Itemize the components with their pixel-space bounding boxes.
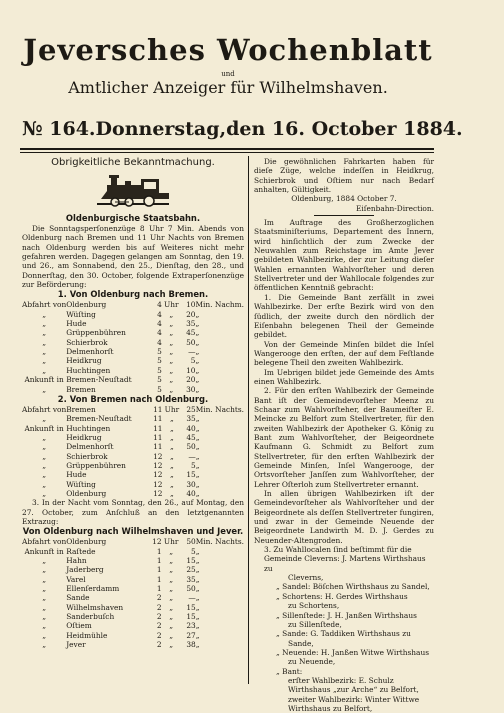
timetable-cell-q: Abfahrt von [22, 404, 67, 414]
timetable-cell-r: „ [195, 621, 200, 631]
timetable-cell-r: Min. Nachts. [195, 404, 244, 414]
timetable-cell-m: 20 [186, 375, 196, 385]
timetable-cell-h: 5 [157, 384, 162, 394]
polling-location-line: Sande, [288, 638, 314, 648]
timetable-cell-q: „ [42, 337, 47, 347]
timetable-cell-h: 5 [157, 375, 162, 385]
timetable-cell-st: Sanderbuſch [66, 612, 115, 622]
timetable-cell-m: — [188, 451, 196, 461]
timetable-cell-h: 2 [156, 593, 162, 603]
timetable-cell-m: 35 [186, 414, 196, 424]
right-column [254, 157, 434, 713]
timetable-cell-r: „ [195, 640, 200, 650]
timetable-cell-r: „ [195, 593, 200, 603]
timetable-cell-q: „ [42, 319, 47, 329]
timetable-cell-uhr: Uhr [163, 537, 179, 547]
timetable-cell-uhr: „ [169, 442, 174, 452]
column-divider [248, 156, 249, 684]
timetable-cell-h: 1 [156, 556, 162, 565]
timetable-cell-m: 35 [186, 574, 196, 584]
timetable-cell-uhr: „ [169, 375, 174, 385]
timetable-cell-q: „ [42, 574, 47, 584]
timetable-row [22, 621, 244, 630]
timetable-cell-st: Heidkrug [66, 356, 102, 366]
timetable-cell-h: 5 [157, 356, 162, 366]
timetable-cell-st: Oldenburg [66, 537, 107, 547]
timetable-row [22, 565, 244, 574]
timetable-row [22, 375, 244, 384]
timetable-cell-r: „ [195, 574, 200, 584]
timetable-row [22, 593, 244, 602]
timetable-cell-h: 5 [157, 347, 162, 357]
timetable-cell-r: „ [195, 328, 200, 338]
timetable-row [22, 640, 244, 649]
timetable-cell-r: „ [195, 584, 200, 594]
timetable-cell-uhr: „ [169, 337, 174, 347]
timetable-cell-m: 25 [186, 404, 196, 414]
timetable-row [22, 424, 244, 433]
timetable-cell-uhr: „ [169, 488, 174, 498]
timetable-cell-st: Huchtingen [66, 423, 111, 433]
timetable-cell-uhr: Uhr [164, 300, 179, 310]
timetable-cell-uhr: „ [169, 347, 174, 357]
timetable-row [22, 347, 244, 356]
timetable-cell-h: 4 [157, 309, 162, 319]
timetable-cell-r: „ [195, 556, 200, 565]
timetable-cell-h: 4 [157, 328, 162, 338]
timetable-cell-h: 2 [156, 630, 162, 640]
timetable-cell-h: 12 [153, 488, 163, 498]
timetable-cell-r: „ [195, 423, 200, 433]
timetable-cell-r: „ [195, 460, 200, 470]
timetable-row [22, 442, 244, 451]
timetable-row [22, 537, 244, 546]
timetable-cell-uhr: „ [169, 630, 174, 640]
timetable-cell-q: „ [42, 365, 47, 375]
timetable-row [22, 480, 244, 489]
election-others: In allen übrigen Wahlbezirken iſt der Gemeindevorſteher als Wahlvorſteher und der Beigeordnete als deſſen Stellvertreter fungiren, und zwar in der Gemeinde Neuende der Beigeordnete Landwirth M. D. J. Gerdes zu Neuender-Altengroden. [254, 489, 434, 545]
timetable-row [22, 556, 244, 565]
timetable-cell-st: Wüſting [66, 309, 96, 319]
timetable-cell-uhr: „ [169, 556, 174, 565]
header-rule-thin [20, 152, 434, 153]
timetable-2 [22, 405, 244, 498]
section3-text: 3. In der Nacht vom Sonntag, den 26., auf Montag, den 27. October, zum Anſchluß an den letztgenannten Extrazug: [22, 498, 244, 526]
timetable-cell-q: „ [42, 640, 47, 650]
header-rule-thick [20, 148, 434, 150]
timetable-cell-uhr: „ [169, 574, 174, 584]
election-other: Im Uebrigen bildet jede Gemeinde des Amts einen Wahlbezirk. [254, 367, 434, 386]
timetable-cell-m: — [188, 593, 196, 603]
election-minsen: Von der Gemeinde Minſen bildet die Inſel Wangerooge den erſten, der auf dem Feſtlande belegene Theil den zweiten Wahlbezirk. [254, 339, 434, 368]
timetable-cell-r: „ [195, 479, 200, 489]
timetable-cell-q: „ [42, 384, 47, 394]
timetable-cell-h: 4 [157, 337, 162, 347]
timetable-cell-q: „ [42, 347, 47, 357]
timetable-cell-st: Wilhelmshaven [66, 602, 124, 612]
timetable-cell-st: Hahn [66, 556, 87, 565]
timetable-cell-r: „ [195, 384, 200, 394]
timetable-cell-q: „ [42, 488, 47, 498]
timetable-row [22, 575, 244, 584]
timetable-row [22, 328, 244, 337]
timetable-cell-q: Abfahrt von [22, 300, 67, 310]
timetable-cell-m: 23 [186, 621, 196, 631]
timetable-cell-q: „ [42, 328, 47, 338]
timetable-cell-r: „ [195, 365, 200, 375]
timetable-row [22, 385, 244, 394]
timetable-cell-m: 10 [186, 365, 196, 375]
timetable-cell-q: „ [42, 460, 47, 470]
timetable-row [22, 452, 244, 461]
railway-intro: Die Sonntagsperſonenzüge 8 Uhr 7 Min. Abends von Oldenburg nach Bremen und 11 Uhr Nachts von Bremen nach Oldenburg werden bis auf Weiteres nicht mehr gefahren werden. Dagegen gelangen am Sonntag, den 19. und 26., am Sonnabend, den 25., Dienſtag, den 28., und Donnerſtag, den 30. October, folgende Extraperſonenzüge zur Beförderung: [22, 224, 244, 290]
timetable-cell-uhr: „ [169, 612, 174, 622]
timetable-cell-st: Jever [66, 640, 86, 650]
timetable-cell-h: 11 [153, 414, 163, 424]
timetable-row [22, 461, 244, 470]
timetable-cell-h: 12 [153, 460, 163, 470]
timetable-cell-uhr: „ [169, 593, 174, 603]
fare-note: Die gewöhnlichen Fahrkarten haben für dieſe Züge, welche indeſſen in Heidkrug, Schierbrok und Oſtiem nur nach Bedarf anhalten, Gültigkeit. [254, 157, 434, 195]
timetable-cell-r: „ [195, 432, 200, 442]
timetable-cell-q: „ [42, 593, 47, 603]
timetable-cell-st: Huchtingen [66, 365, 111, 375]
polling-location-line: erſter Wahlbezirk: E. Schulz Wirthshaus „zur Arche“ zu Belfort, [288, 675, 419, 695]
timetable-cell-st: Oldenburg [66, 488, 107, 498]
timetable-cell-m: 30 [186, 384, 196, 394]
timetable-row [22, 414, 244, 423]
timetable-cell-uhr: „ [169, 423, 174, 433]
timetable-cell-st: Oldenburg [66, 300, 107, 310]
timetable-cell-q: „ [42, 630, 47, 640]
timetable-cell-h: 12 [153, 470, 163, 480]
timetable-cell-r: „ [195, 319, 200, 329]
timetable-cell-r: „ [195, 309, 200, 319]
issue-day: Donnerstag, [95, 118, 227, 140]
timetable-cell-m: 10 [186, 300, 196, 310]
polling-location-line: „ Neuende: H. Janßen Witwe Wirthshaus [276, 647, 430, 657]
election-point2: 2. Für den erſten Wahlbezirk der Gemeinde Bant iſt der Gemeindevorſteher Meenz zu Schaar zum Wahlvorſteher, der Baumeiſter E. Meincke zu Belfort zum Stellvertreter, für den zweiten Wahlbezirk der Apotheker G. König zu Bant zum Wahlvorſteher, der Beigeordnete Kaufmann G. Schmidt zu Belfort zum Stellvertreter, für den erſten Wahlbezirk der Gemeinde Minſen, Inſel Wangerooge, der Ortsvorſteher Janſſen zum Wahlvorſteher, der Lehrer Oſterloh zum Stellvertreter ernannt. [254, 386, 434, 489]
polling-location-line: „ Schortens: H. Gerdes Wirthshaus [276, 591, 408, 601]
timetable-cell-uhr: „ [169, 384, 174, 394]
timetable-row [22, 366, 244, 375]
timetable-row [22, 300, 244, 309]
timetable-cell-uhr: „ [169, 451, 174, 461]
timetable-cell-m: 50 [186, 337, 196, 347]
timetable-cell-uhr: „ [169, 621, 174, 631]
timetable-cell-st: Jaderberg [66, 565, 104, 575]
timetable-cell-st: Heidmühle [66, 630, 108, 640]
timetable-cell-st: Hude [66, 470, 87, 480]
timetable-row [22, 319, 244, 328]
polling-location-line: zweiter Wahlbezirk: Winter Wittwe Wirthshaus zu Belfort, [288, 694, 420, 713]
timetable-cell-r: „ [195, 565, 200, 575]
polling-locations [254, 554, 434, 713]
timetable-cell-uhr: „ [169, 565, 174, 575]
timetable-cell-st: Bremen [66, 404, 96, 414]
timetable-cell-m: 50 [186, 537, 196, 547]
timetable-cell-st: Sande [66, 593, 90, 603]
signoff-org: Eiſenbahn-Direction. [355, 203, 434, 213]
polling-location-line: „ Sande: G. Taddiken Wirthshaus zu [276, 629, 411, 639]
timetable-cell-uhr: „ [169, 479, 174, 489]
section2-title: 2. Von Bremen nach Oldenburg. [57, 393, 209, 404]
timetable-cell-st: Varel [66, 574, 86, 584]
timetable-cell-st: Raſtede [66, 546, 96, 556]
timetable-cell-r: „ [195, 470, 200, 480]
timetable-cell-m: 38 [186, 640, 196, 650]
timetable-cell-m: 5 [191, 546, 196, 556]
timetable-cell-r: „ [195, 347, 200, 357]
timetable-cell-m: 40 [186, 488, 196, 498]
timetable-cell-st: Bremen-Neuſtadt [66, 375, 132, 385]
timetable-row [22, 612, 244, 621]
timetable-cell-uhr: „ [169, 414, 174, 424]
locomotive-icon [93, 173, 173, 211]
timetable-cell-q: „ [42, 432, 47, 442]
timetable-row [22, 603, 244, 612]
timetable-cell-r: „ [195, 451, 200, 461]
newspaper-subtitle: Amtlicher Anzeiger für Wilhelmshaven. [68, 78, 388, 97]
railway-heading: Oldenburgische Staatsbahn. [65, 213, 201, 223]
polling-location-line: „ Bant: [276, 666, 303, 676]
timetable-cell-h: 1 [156, 546, 162, 556]
timetable-cell-uhr: „ [169, 640, 174, 650]
timetable-cell-h: 2 [156, 612, 162, 622]
timetable-cell-st: Bremen-Neuſtadt [66, 414, 132, 424]
timetable-cell-m: 50 [186, 584, 196, 594]
timetable-cell-m: 15 [186, 556, 196, 565]
timetable-cell-r: „ [195, 356, 200, 366]
timetable-cell-st: Ellenſerdamm [66, 584, 120, 594]
timetable-cell-h: 1 [156, 584, 162, 594]
timetable-cell-r: „ [195, 602, 200, 612]
timetable-cell-st: Hude [66, 319, 87, 329]
timetable-1 [22, 300, 244, 393]
timetable-row [22, 310, 244, 319]
timetable-row [22, 584, 244, 593]
election-point3: 3. Zu Wahllocalen ſind beſtimmt für die [264, 545, 412, 555]
polling-location-line: Gemeinde Cleverns: J. Martens Wirthshaus zu [264, 554, 426, 573]
timetable-cell-uhr: „ [169, 356, 174, 366]
issue-line [22, 118, 463, 140]
timetable-cell-st: Delmenhorſt [66, 442, 114, 452]
polling-location-line: zu Schortens, [288, 601, 340, 611]
timetable-cell-r: „ [195, 630, 200, 640]
election-intro: Im Auftrage des Großherzoglichen Staatsminiſteriums, Departement des Innern, wird hinſichtlich der zum Zwecke der Neuwahlen zum Reichstage im Amte Jever gebildeten Wahlbezirke, der zur Leitung dieſer Wahlen ernannten Wahlvorſteher und deren Stellvertreter und der Wahllocale folgendes zur öffentlichen Kenntniß gebracht: [254, 218, 434, 293]
timetable-cell-m: 50 [186, 442, 196, 452]
timetable-cell-uhr: „ [169, 584, 174, 594]
timetable-cell-h: 5 [157, 365, 162, 375]
timetable-cell-m: 45 [186, 328, 196, 338]
timetable-cell-h: 11 [153, 442, 163, 452]
timetable-cell-m: 27 [186, 630, 196, 640]
timetable-cell-st: Grüppenbühren [66, 328, 126, 338]
newspaper-title: Jeversches Wochenblatt [23, 33, 433, 67]
timetable-row [22, 356, 244, 365]
timetable-cell-st: Heidkrug [66, 432, 102, 442]
timetable-row [22, 470, 244, 479]
timetable-cell-q: „ [42, 470, 47, 480]
timetable-cell-m: 45 [186, 432, 196, 442]
timetable-cell-m: 25 [186, 565, 196, 575]
timetable-cell-r: „ [195, 612, 200, 622]
timetable-cell-q: „ [42, 602, 47, 612]
timetable-cell-h: 11 [153, 432, 163, 442]
timetable-cell-q: „ [42, 414, 47, 424]
timetable-cell-r: „ [195, 442, 200, 452]
timetable-row [22, 547, 244, 556]
timetable-cell-h: 4 [157, 319, 162, 329]
timetable-cell-h: 12 [153, 479, 163, 489]
polling-location-line: zu Sillenſtede, [288, 619, 342, 629]
timetable-cell-m: 15 [186, 602, 196, 612]
timetable-cell-q: „ [42, 565, 47, 575]
timetable-cell-r: „ [195, 488, 200, 498]
timetable-cell-h: 2 [156, 602, 162, 612]
timetable-cell-r: „ [195, 337, 200, 347]
issue-number: № 164. [22, 118, 96, 140]
section3-title: Von Oldenburg nach Wilhelmshaven und Jever. [22, 526, 244, 537]
timetable-cell-st: Schierbrok [66, 451, 108, 461]
timetable-cell-st: Wüſting [66, 479, 96, 489]
timetable-cell-q: „ [42, 612, 47, 622]
timetable-cell-h: 12 [152, 537, 162, 547]
timetable-cell-m: 5 [191, 460, 196, 470]
timetable-cell-m: — [188, 347, 196, 357]
timetable-cell-q: Ankunft in [24, 546, 64, 556]
timetable-cell-uhr: „ [169, 432, 174, 442]
timetable-cell-m: 15 [186, 470, 196, 480]
timetable-cell-h: 11 [153, 404, 163, 414]
timetable-cell-q: Abfahrt von [22, 537, 67, 547]
timetable-cell-m: 30 [186, 479, 196, 489]
timetable-cell-st: Bremen [66, 384, 96, 394]
timetable-cell-h: 11 [153, 423, 163, 433]
timetable-cell-r: „ [195, 414, 200, 424]
timetable-cell-q: „ [42, 556, 47, 565]
timetable-3 [22, 537, 244, 649]
timetable-cell-m: 20 [186, 309, 196, 319]
election-point1: 1. Die Gemeinde Bant zerfällt in zwei Wahlbezirke. Der erſte Bezirk wird von den ſüdlich, der zweite durch den nördlich der Eiſenbahn belegenen Theil der Gemeinde gebildet. [254, 292, 434, 340]
timetable-cell-r: Min. Nachm. [195, 300, 244, 310]
timetable-cell-uhr: „ [169, 546, 174, 556]
section-divider [314, 215, 374, 216]
left-column [22, 157, 244, 649]
timetable-cell-uhr: „ [169, 470, 174, 480]
timetable-cell-q: „ [42, 621, 47, 631]
timetable-cell-m: 5 [190, 356, 196, 366]
masthead [22, 28, 434, 98]
timetable-cell-h: 1 [156, 574, 162, 584]
timetable-cell-h: 2 [156, 621, 162, 631]
timetable-cell-h: 1 [156, 565, 162, 575]
timetable-cell-st: Grüppenbühren [66, 460, 126, 470]
polling-location-line: zu Neuende, [288, 657, 336, 667]
timetable-cell-st: Oſtiem [66, 621, 92, 631]
polling-location-line: „ Sillenſtede: J. H. Janßen Wirthshaus [276, 610, 417, 620]
timetable-row [22, 489, 244, 498]
timetable-cell-st: Schierbrok [66, 337, 108, 347]
timetable-cell-h: 12 [153, 451, 163, 461]
issue-date: den 16. October 1884. [226, 118, 463, 140]
timetable-cell-uhr: Uhr [164, 404, 180, 414]
timetable-cell-r: „ [195, 546, 200, 556]
signoff-date: Oldenburg, 1884 October 7. [291, 194, 397, 204]
timetable-cell-q: Ankunft in [24, 375, 64, 385]
timetable-cell-m: 35 [186, 319, 196, 329]
timetable-cell-q: „ [42, 442, 47, 452]
timetable-row [22, 433, 244, 442]
section1-title: 1. Von Oldenburg nach Bremen. [57, 289, 209, 300]
timetable-cell-uhr: „ [169, 460, 174, 470]
timetable-cell-q: Ankunft in [24, 423, 64, 433]
timetable-cell-r: Min. Nachts. [195, 537, 244, 547]
timetable-cell-q: „ [42, 356, 47, 366]
timetable-cell-uhr: „ [169, 309, 174, 319]
timetable-cell-h: 4 [157, 300, 162, 310]
timetable-row [22, 338, 244, 347]
polling-location-line: Cleverns, [288, 573, 324, 583]
timetable-cell-uhr: „ [169, 328, 174, 338]
timetable-cell-q: „ [42, 584, 47, 594]
timetable-cell-m: 15 [186, 612, 196, 622]
timetable-cell-st: Delmenhorſt [66, 347, 114, 357]
timetable-cell-uhr: „ [169, 602, 174, 612]
timetable-cell-q: „ [42, 309, 47, 319]
polling-location-line: „ Sandel: Böſchen Wirthshaus zu Sandel, [276, 582, 430, 592]
timetable-cell-q: „ [42, 451, 47, 461]
timetable-cell-m: 40 [186, 423, 196, 433]
official-notice-heading: Obrigkeitliche Bekanntmachung. [51, 157, 215, 168]
timetable-cell-q: „ [42, 479, 47, 489]
masthead-und: und [221, 70, 235, 78]
timetable-row [22, 631, 244, 640]
timetable-cell-r: „ [195, 375, 200, 385]
timetable-cell-uhr: „ [169, 319, 174, 329]
timetable-row [22, 405, 244, 414]
timetable-cell-h: 2 [156, 640, 162, 650]
timetable-cell-uhr: „ [169, 365, 174, 375]
